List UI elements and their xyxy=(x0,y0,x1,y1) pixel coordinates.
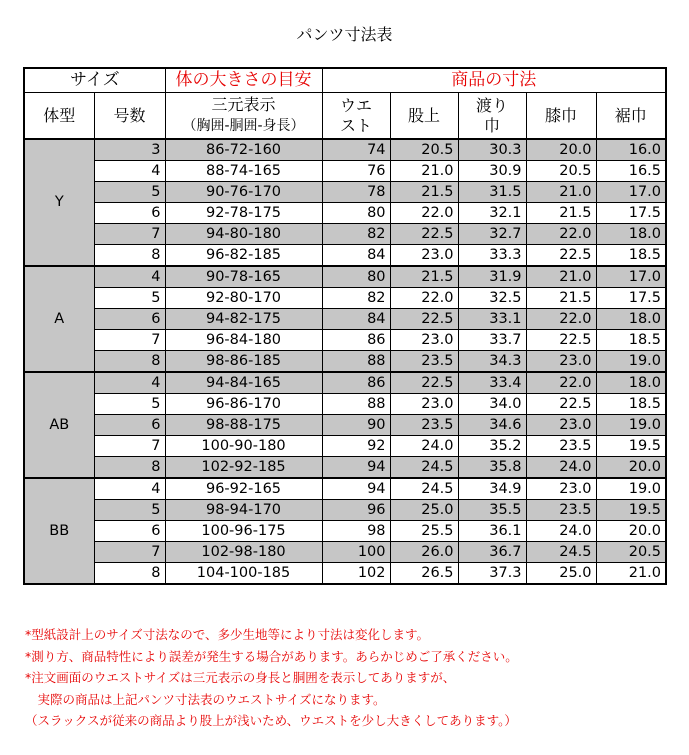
waist-cell: 82 xyxy=(322,288,390,309)
note-line: *型紙設計上のサイズ寸法なので、多少生地等により寸法は変化します。 xyxy=(25,627,430,642)
knee-cell: 20.5 xyxy=(526,161,596,182)
sanmoto-cell: 102-92-185 xyxy=(165,457,322,479)
waist-cell: 80 xyxy=(322,203,390,224)
waist-cell: 90 xyxy=(322,415,390,436)
number-cell: 8 xyxy=(94,351,165,373)
thigh-cell: 32.1 xyxy=(458,203,526,224)
crotch-cell: 25.0 xyxy=(390,500,458,521)
waist-cell: 86 xyxy=(322,330,390,351)
table-row xyxy=(24,500,666,521)
number-cell: 7 xyxy=(94,224,165,245)
table-row xyxy=(24,415,666,436)
number-cell: 7 xyxy=(94,330,165,351)
hem-cell: 19.0 xyxy=(596,415,666,436)
knee-cell: 23.0 xyxy=(526,478,596,500)
knee-cell: 22.0 xyxy=(526,224,596,245)
hem-cell: 18.0 xyxy=(596,372,666,394)
hem-cell: 19.0 xyxy=(596,351,666,373)
crotch-cell: 23.0 xyxy=(390,330,458,351)
hem-cell: 18.0 xyxy=(596,224,666,245)
sanmoto-cell: 86-72-160 xyxy=(165,139,322,161)
waist-cell: 92 xyxy=(322,436,390,457)
table-row xyxy=(24,394,666,415)
hem-cell: 17.0 xyxy=(596,266,666,288)
col-header-number: 号数 xyxy=(94,93,165,140)
col-header-hem: 裾巾 xyxy=(596,93,666,140)
crotch-cell: 26.5 xyxy=(390,563,458,585)
table-row xyxy=(24,161,666,182)
hem-cell: 18.0 xyxy=(596,309,666,330)
thigh-cell: 34.9 xyxy=(458,478,526,500)
knee-cell: 23.5 xyxy=(526,500,596,521)
number-cell: 8 xyxy=(94,563,165,585)
thigh-cell: 31.9 xyxy=(458,266,526,288)
table-row xyxy=(24,139,666,161)
col-header-waist xyxy=(322,93,390,140)
thigh-cell: 34.3 xyxy=(458,351,526,373)
waist-cell: 84 xyxy=(322,309,390,330)
size-header: サイズ xyxy=(24,68,165,93)
note-line: （スラックスが従来の商品より股上が浅いため、ウエストを少し大きくしてあります。） xyxy=(25,713,517,728)
crotch-cell: 22.5 xyxy=(390,224,458,245)
knee-cell: 22.5 xyxy=(526,330,596,351)
number-cell: 6 xyxy=(94,203,165,224)
notes xyxy=(25,624,675,732)
table-row xyxy=(24,224,666,245)
sanmoto-cell: 98-94-170 xyxy=(165,500,322,521)
number-cell: 6 xyxy=(94,415,165,436)
waist-cell: 82 xyxy=(322,224,390,245)
table-row xyxy=(24,182,666,203)
thigh-cell: 34.0 xyxy=(458,394,526,415)
hem-cell: 19.5 xyxy=(596,500,666,521)
knee-cell: 25.0 xyxy=(526,563,596,585)
thigh-cell: 36.7 xyxy=(458,542,526,563)
body-type-cell: AB xyxy=(24,372,94,478)
crotch-cell: 23.5 xyxy=(390,415,458,436)
sanmoto-cell: 100-96-175 xyxy=(165,521,322,542)
col-header-waist-line2: スト xyxy=(340,115,373,135)
crotch-cell: 23.0 xyxy=(390,394,458,415)
thigh-cell: 31.5 xyxy=(458,182,526,203)
number-cell: 5 xyxy=(94,182,165,203)
hem-cell: 16.0 xyxy=(596,139,666,161)
thigh-cell: 33.1 xyxy=(458,309,526,330)
size-table-body xyxy=(24,68,666,584)
table-row xyxy=(24,436,666,457)
table-row xyxy=(24,351,666,373)
hem-cell: 21.0 xyxy=(596,563,666,585)
number-cell: 3 xyxy=(94,139,165,161)
table-row xyxy=(24,372,666,394)
product-size-header: 商品の寸法 xyxy=(322,68,666,93)
waist-cell: 102 xyxy=(322,563,390,585)
body-type-cell: A xyxy=(24,266,94,372)
thigh-cell: 32.5 xyxy=(458,288,526,309)
waist-cell: 94 xyxy=(322,457,390,479)
knee-cell: 23.0 xyxy=(526,415,596,436)
sanmoto-cell: 96-84-180 xyxy=(165,330,322,351)
number-cell: 4 xyxy=(94,478,165,500)
body-type-cell: BB xyxy=(24,478,94,584)
knee-cell: 22.5 xyxy=(526,394,596,415)
sanmoto-cell: 100-90-180 xyxy=(165,436,322,457)
waist-cell: 100 xyxy=(322,542,390,563)
knee-cell: 21.0 xyxy=(526,266,596,288)
note-line: *測り方、商品特性により誤差が発生する場合があります。あらかじめご了承ください。 xyxy=(25,648,518,664)
knee-cell: 22.5 xyxy=(526,245,596,267)
thigh-cell: 37.3 xyxy=(458,563,526,585)
table-row xyxy=(24,542,666,563)
knee-cell: 22.0 xyxy=(526,372,596,394)
number-cell: 5 xyxy=(94,500,165,521)
hem-cell: 17.5 xyxy=(596,288,666,309)
body-type-cell: Y xyxy=(24,139,94,266)
thigh-cell: 32.7 xyxy=(458,224,526,245)
number-cell: 7 xyxy=(94,436,165,457)
number-cell: 4 xyxy=(94,161,165,182)
sanmoto-cell: 96-82-185 xyxy=(165,245,322,267)
thigh-cell: 33.7 xyxy=(458,330,526,351)
col-header-knee: 膝巾 xyxy=(526,93,596,140)
crotch-cell: 22.5 xyxy=(390,309,458,330)
number-cell: 5 xyxy=(94,288,165,309)
hem-cell: 18.5 xyxy=(596,394,666,415)
hem-cell: 17.5 xyxy=(596,203,666,224)
crotch-cell: 24.5 xyxy=(390,457,458,479)
number-cell: 6 xyxy=(94,521,165,542)
crotch-cell: 24.5 xyxy=(390,478,458,500)
knee-cell: 24.0 xyxy=(526,521,596,542)
page-title: パンツ寸法表 xyxy=(296,25,393,44)
hem-cell: 18.5 xyxy=(596,330,666,351)
knee-cell: 23.0 xyxy=(526,351,596,373)
col-header-sanmoto-line2: （胸囲-胴囲-身長） xyxy=(182,118,305,134)
size-table xyxy=(23,67,667,585)
knee-cell: 21.5 xyxy=(526,203,596,224)
knee-cell: 24.5 xyxy=(526,542,596,563)
sanmoto-cell: 94-80-180 xyxy=(165,224,322,245)
col-header-type: 体型 xyxy=(24,93,94,140)
thigh-cell: 33.3 xyxy=(458,245,526,267)
sanmoto-cell: 96-86-170 xyxy=(165,394,322,415)
sanmoto-cell: 94-82-175 xyxy=(165,309,322,330)
thigh-cell: 30.9 xyxy=(458,161,526,182)
thigh-cell: 34.6 xyxy=(458,415,526,436)
number-cell: 7 xyxy=(94,542,165,563)
header-row-2 xyxy=(24,93,666,140)
hem-cell: 16.5 xyxy=(596,161,666,182)
crotch-cell: 25.5 xyxy=(390,521,458,542)
sanmoto-cell: 88-74-165 xyxy=(165,161,322,182)
crotch-cell: 21.5 xyxy=(390,266,458,288)
sanmoto-cell: 98-88-175 xyxy=(165,415,322,436)
crotch-cell: 23.0 xyxy=(390,245,458,267)
table-row xyxy=(24,521,666,542)
crotch-cell: 22.0 xyxy=(390,288,458,309)
col-header-sanmoto xyxy=(165,93,322,140)
hem-cell: 20.0 xyxy=(596,521,666,542)
waist-cell: 94 xyxy=(322,478,390,500)
waist-cell: 86 xyxy=(322,372,390,394)
sanmoto-cell: 92-80-170 xyxy=(165,288,322,309)
thigh-cell: 33.4 xyxy=(458,372,526,394)
number-cell: 4 xyxy=(94,372,165,394)
table-row xyxy=(24,245,666,267)
knee-cell: 21.5 xyxy=(526,288,596,309)
table-row xyxy=(24,309,666,330)
table-row xyxy=(24,288,666,309)
thigh-cell: 35.2 xyxy=(458,436,526,457)
table-row xyxy=(24,478,666,500)
note-line: 実際の商品は上記パンツ寸法表のウエストサイズになります。 xyxy=(25,691,386,707)
crotch-cell: 23.5 xyxy=(390,351,458,373)
table-row xyxy=(24,457,666,479)
knee-cell: 24.0 xyxy=(526,457,596,479)
number-cell: 8 xyxy=(94,245,165,267)
thigh-cell: 35.5 xyxy=(458,500,526,521)
col-header-crotch: 股上 xyxy=(390,93,458,140)
thigh-cell: 30.3 xyxy=(458,139,526,161)
knee-cell: 22.0 xyxy=(526,309,596,330)
waist-cell: 80 xyxy=(322,266,390,288)
hem-cell: 19.0 xyxy=(596,478,666,500)
waist-cell: 84 xyxy=(322,245,390,267)
hem-cell: 17.0 xyxy=(596,182,666,203)
table-row xyxy=(24,203,666,224)
waist-cell: 78 xyxy=(322,182,390,203)
col-header-thigh-line2: 巾 xyxy=(484,115,501,135)
col-header-sanmoto-line1: 三元表示 xyxy=(211,95,276,114)
number-cell: 6 xyxy=(94,309,165,330)
table-row xyxy=(24,330,666,351)
note-line: *注文画面のウエストサイズは三元表示の身長と胴囲を表示してありますが、 xyxy=(25,670,456,685)
waist-cell: 76 xyxy=(322,161,390,182)
table-row xyxy=(24,563,666,585)
waist-cell: 74 xyxy=(322,139,390,161)
crotch-cell: 26.0 xyxy=(390,542,458,563)
waist-cell: 88 xyxy=(322,351,390,373)
sanmoto-cell: 94-84-165 xyxy=(165,372,322,394)
number-cell: 8 xyxy=(94,457,165,479)
col-header-thigh-line1: 渡り xyxy=(476,95,509,115)
number-cell: 4 xyxy=(94,266,165,288)
crotch-cell: 21.0 xyxy=(390,161,458,182)
knee-cell: 20.0 xyxy=(526,139,596,161)
crotch-cell: 22.0 xyxy=(390,203,458,224)
table-row xyxy=(24,266,666,288)
crotch-cell: 24.0 xyxy=(390,436,458,457)
sanmoto-cell: 104-100-185 xyxy=(165,563,322,585)
hem-cell: 20.0 xyxy=(596,457,666,479)
knee-cell: 21.0 xyxy=(526,182,596,203)
sanmoto-cell: 90-76-170 xyxy=(165,182,322,203)
hem-cell: 20.5 xyxy=(596,542,666,563)
thigh-cell: 35.8 xyxy=(458,457,526,479)
waist-cell: 88 xyxy=(322,394,390,415)
hem-cell: 18.5 xyxy=(596,245,666,267)
col-header-waist-line1: ウエ xyxy=(340,95,373,115)
header-row-1 xyxy=(24,68,666,93)
waist-cell: 96 xyxy=(322,500,390,521)
sanmoto-cell: 96-92-165 xyxy=(165,478,322,500)
sanmoto-cell: 90-78-165 xyxy=(165,266,322,288)
col-header-thigh xyxy=(458,93,526,140)
crotch-cell: 20.5 xyxy=(390,139,458,161)
number-cell: 5 xyxy=(94,394,165,415)
sanmoto-cell: 102-98-180 xyxy=(165,542,322,563)
sanmoto-cell: 98-86-185 xyxy=(165,351,322,373)
thigh-cell: 36.1 xyxy=(458,521,526,542)
crotch-cell: 22.5 xyxy=(390,372,458,394)
waist-cell: 98 xyxy=(322,521,390,542)
body-size-header: 体の大きさの目安 xyxy=(165,68,322,93)
sanmoto-cell: 92-78-175 xyxy=(165,203,322,224)
hem-cell: 19.5 xyxy=(596,436,666,457)
knee-cell: 23.5 xyxy=(526,436,596,457)
crotch-cell: 21.5 xyxy=(390,182,458,203)
